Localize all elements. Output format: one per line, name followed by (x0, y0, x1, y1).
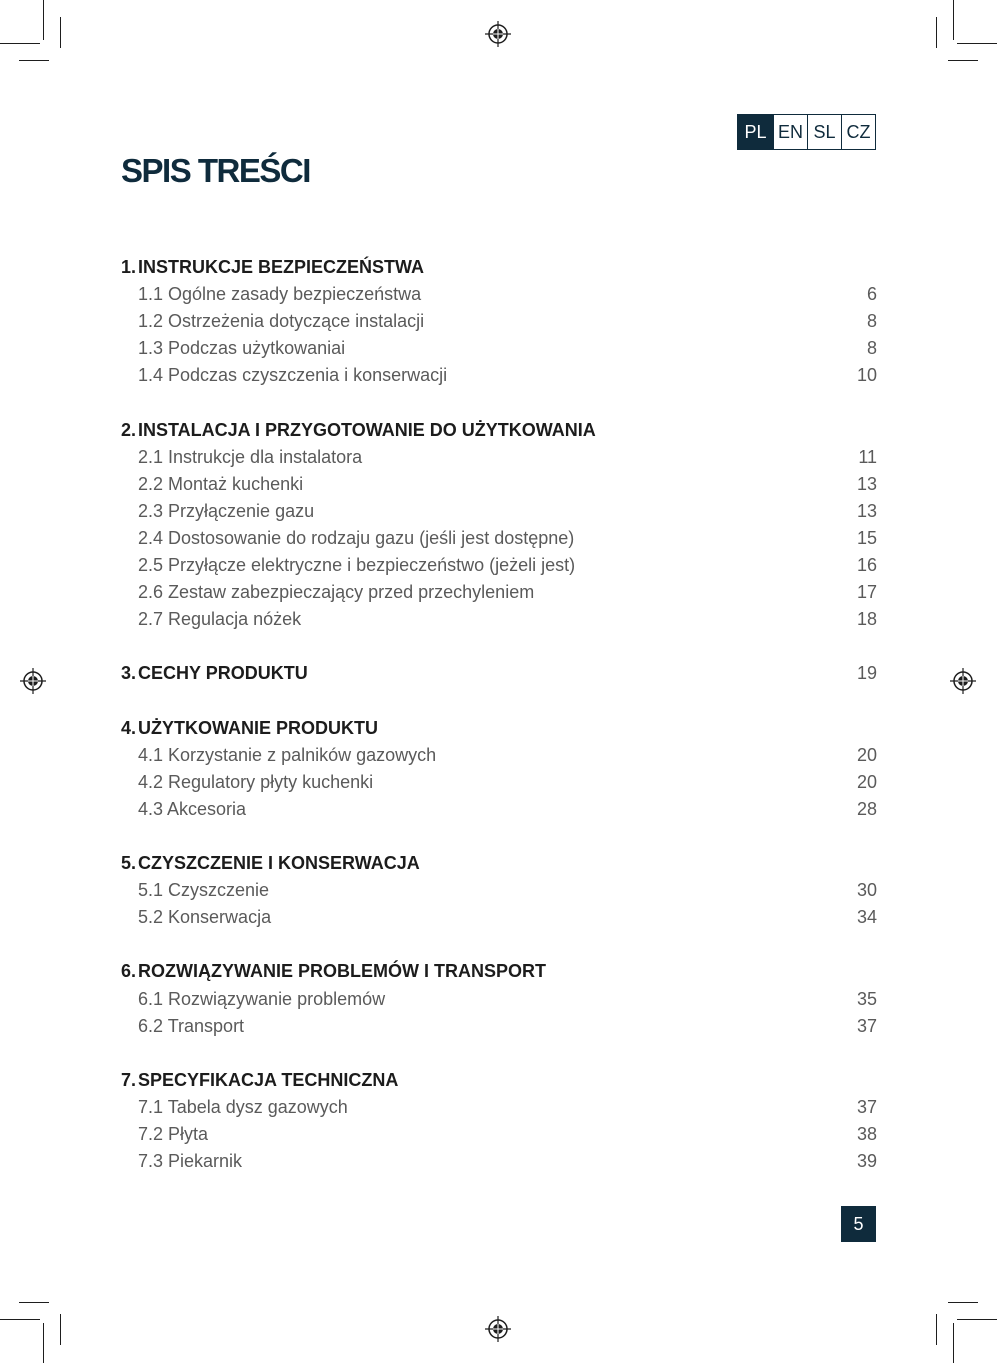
crop-mark (19, 60, 49, 61)
toc-item[interactable] (121, 1121, 877, 1148)
section-number: 6. (121, 961, 137, 982)
toc-item-page: 37 (856, 1096, 877, 1117)
crop-mark (948, 60, 978, 61)
toc-item[interactable] (121, 1013, 877, 1040)
language-tab-sl[interactable]: SL (807, 115, 841, 149)
crop-mark (43, 0, 44, 40)
toc-item-label: 5.2 Konserwacja (138, 907, 272, 928)
page-number: 5 (841, 1206, 876, 1242)
section-page: 19 (856, 663, 877, 684)
registration-mark-icon (20, 668, 46, 694)
toc-item-label: 4.2 Regulatory płyty kuchenki (138, 771, 374, 792)
table-of-contents (121, 254, 877, 1175)
toc-item-label: 1.1 Ogólne zasady bezpieczeństwa (138, 284, 422, 305)
section-title: CZYSZCZENIE I KONSERWACJA (138, 853, 420, 874)
toc-item[interactable] (121, 471, 877, 498)
registration-mark-icon (485, 21, 511, 47)
toc-item-label: 1.2 Ostrzeżenia dotyczące instalacji (138, 311, 425, 332)
toc-item[interactable] (121, 579, 877, 606)
language-switch (737, 114, 876, 150)
crop-mark (19, 1302, 49, 1303)
toc-item-page: 17 (856, 582, 877, 603)
toc-item[interactable] (121, 498, 877, 525)
toc-item-page: 13 (856, 500, 877, 521)
toc-item-page: 16 (856, 555, 877, 576)
toc-item-page: 8 (866, 311, 877, 332)
registration-mark-icon (950, 668, 976, 694)
toc-item[interactable] (121, 281, 877, 308)
toc-item-label: 4.1 Korzystanie z palników gazowych (138, 744, 437, 765)
toc-item[interactable] (121, 362, 877, 389)
language-tab-pl[interactable]: PL (738, 115, 773, 149)
toc-item-page: 34 (856, 907, 877, 928)
section-number: 3. (121, 663, 137, 684)
toc-item[interactable] (121, 1094, 877, 1121)
toc-item[interactable] (121, 525, 877, 552)
toc-item-label: 1.4 Podczas czyszczenia i konserwacji (138, 365, 448, 386)
crop-mark (936, 1314, 937, 1345)
toc-item-page: 18 (856, 609, 877, 630)
toc-item-label: 2.5 Przyłącze elektryczne i bezpieczeństwo (jeżeli jest) (138, 555, 576, 576)
section-title: INSTRUKCJE BEZPIECZEŃSTWA (138, 257, 425, 277)
section-title: SPECYFIKACJA TECHNICZNA (138, 1069, 399, 1090)
section-number: 1. (121, 257, 137, 277)
section-number: 7. (121, 1069, 137, 1090)
toc-item[interactable] (121, 904, 877, 931)
language-tab-en[interactable]: EN (773, 115, 807, 149)
toc-item-page: 10 (856, 365, 877, 386)
toc-item-page: 20 (856, 771, 877, 792)
toc-item[interactable] (121, 1148, 877, 1175)
section-number: 5. (121, 853, 137, 874)
crop-mark (936, 17, 937, 48)
toc-section[interactable] (121, 1067, 877, 1094)
registration-mark-icon (485, 1316, 511, 1342)
crop-mark (60, 1314, 61, 1345)
toc-item[interactable] (121, 877, 877, 904)
crop-mark (43, 1323, 44, 1363)
toc-item-label: 6.1 Rozwiązywanie problemów (138, 988, 386, 1009)
toc-item[interactable] (121, 552, 877, 579)
spacer (121, 633, 877, 660)
toc-item-page: 15 (856, 527, 877, 548)
toc-item-page: 35 (856, 988, 877, 1009)
toc-item-label: 2.3 Przyłączenie gazu (138, 500, 315, 521)
toc-item-label: 2.1 Instrukcje dla instalatora (138, 446, 363, 467)
toc-item-page: 38 (856, 1124, 877, 1144)
crop-mark (60, 17, 61, 48)
page-title: SPIS TREŚCI (121, 152, 310, 189)
toc-item[interactable] (121, 606, 877, 633)
toc-item-label: 4.3 Akcesoria (138, 798, 247, 819)
toc-item-label: 1.3 Podczas użytkowaniai (138, 338, 346, 359)
spacer (121, 823, 877, 850)
toc-section[interactable] (121, 715, 877, 742)
toc-item-label: 2.4 Dostosowanie do rodzaju gazu (jeśli jest dostępne) (138, 527, 575, 548)
toc-item[interactable] (121, 335, 877, 362)
toc-item-page: 8 (866, 338, 877, 359)
toc-item-label: 7.1 Tabela dysz gazowych (138, 1096, 348, 1117)
spacer (121, 688, 877, 715)
toc-item[interactable] (121, 796, 877, 823)
toc-item[interactable] (121, 769, 877, 796)
toc-item-label: 2.2 Montaż kuchenki (138, 473, 304, 494)
section-number: 4. (121, 717, 137, 738)
crop-mark (957, 43, 997, 44)
toc-item[interactable] (121, 986, 877, 1013)
toc-item[interactable] (121, 308, 877, 335)
toc-section[interactable] (121, 660, 877, 687)
toc-item-page: 37 (856, 1015, 877, 1036)
spacer (121, 389, 877, 416)
crop-mark (0, 1319, 40, 1320)
section-title: CECHY PRODUKTU (138, 663, 308, 684)
toc-item[interactable] (121, 444, 877, 471)
toc-section[interactable] (121, 254, 877, 281)
toc-item-label: 7.3 Piekarnik (138, 1151, 243, 1172)
crop-mark (0, 43, 40, 44)
crop-mark (957, 1319, 997, 1320)
toc-item-label: 2.7 Regulacja nóżek (138, 609, 302, 630)
section-title: INSTALACJA I PRZYGOTOWANIE DO UŻYTKOWANIA (138, 419, 596, 440)
toc-item-page: 11 (858, 446, 877, 467)
toc-item-label: 2.6 Zestaw zabezpieczający przed przechyleniem (138, 582, 535, 603)
crop-mark (953, 0, 954, 40)
section-title: UŻYTKOWANIE PRODUKTU (138, 717, 379, 738)
spacer (121, 931, 877, 958)
section-number: 2. (121, 419, 137, 440)
language-tab-cz[interactable]: CZ (841, 115, 875, 149)
crop-mark (948, 1302, 978, 1303)
toc-item-label: 6.2 Transport (138, 1015, 245, 1036)
toc-item[interactable] (121, 742, 877, 769)
toc-section[interactable] (121, 417, 877, 444)
toc-item-page: 20 (856, 744, 877, 765)
toc-section[interactable] (121, 958, 877, 985)
spacer (121, 1040, 877, 1067)
toc-item-label: 7.2 Płyta (138, 1124, 209, 1144)
toc-section[interactable] (121, 850, 877, 877)
toc-item-page: 30 (856, 880, 877, 901)
toc-item-page: 39 (856, 1151, 877, 1172)
crop-mark (953, 1323, 954, 1363)
toc-item-page: 28 (856, 798, 877, 819)
toc-item-page: 6 (866, 284, 877, 305)
toc-item-page: 13 (856, 473, 877, 494)
toc-item-label: 5.1 Czyszczenie (138, 880, 270, 901)
section-title: ROZWIĄZYWANIE PROBLEMÓW I TRANSPORT (138, 961, 546, 982)
